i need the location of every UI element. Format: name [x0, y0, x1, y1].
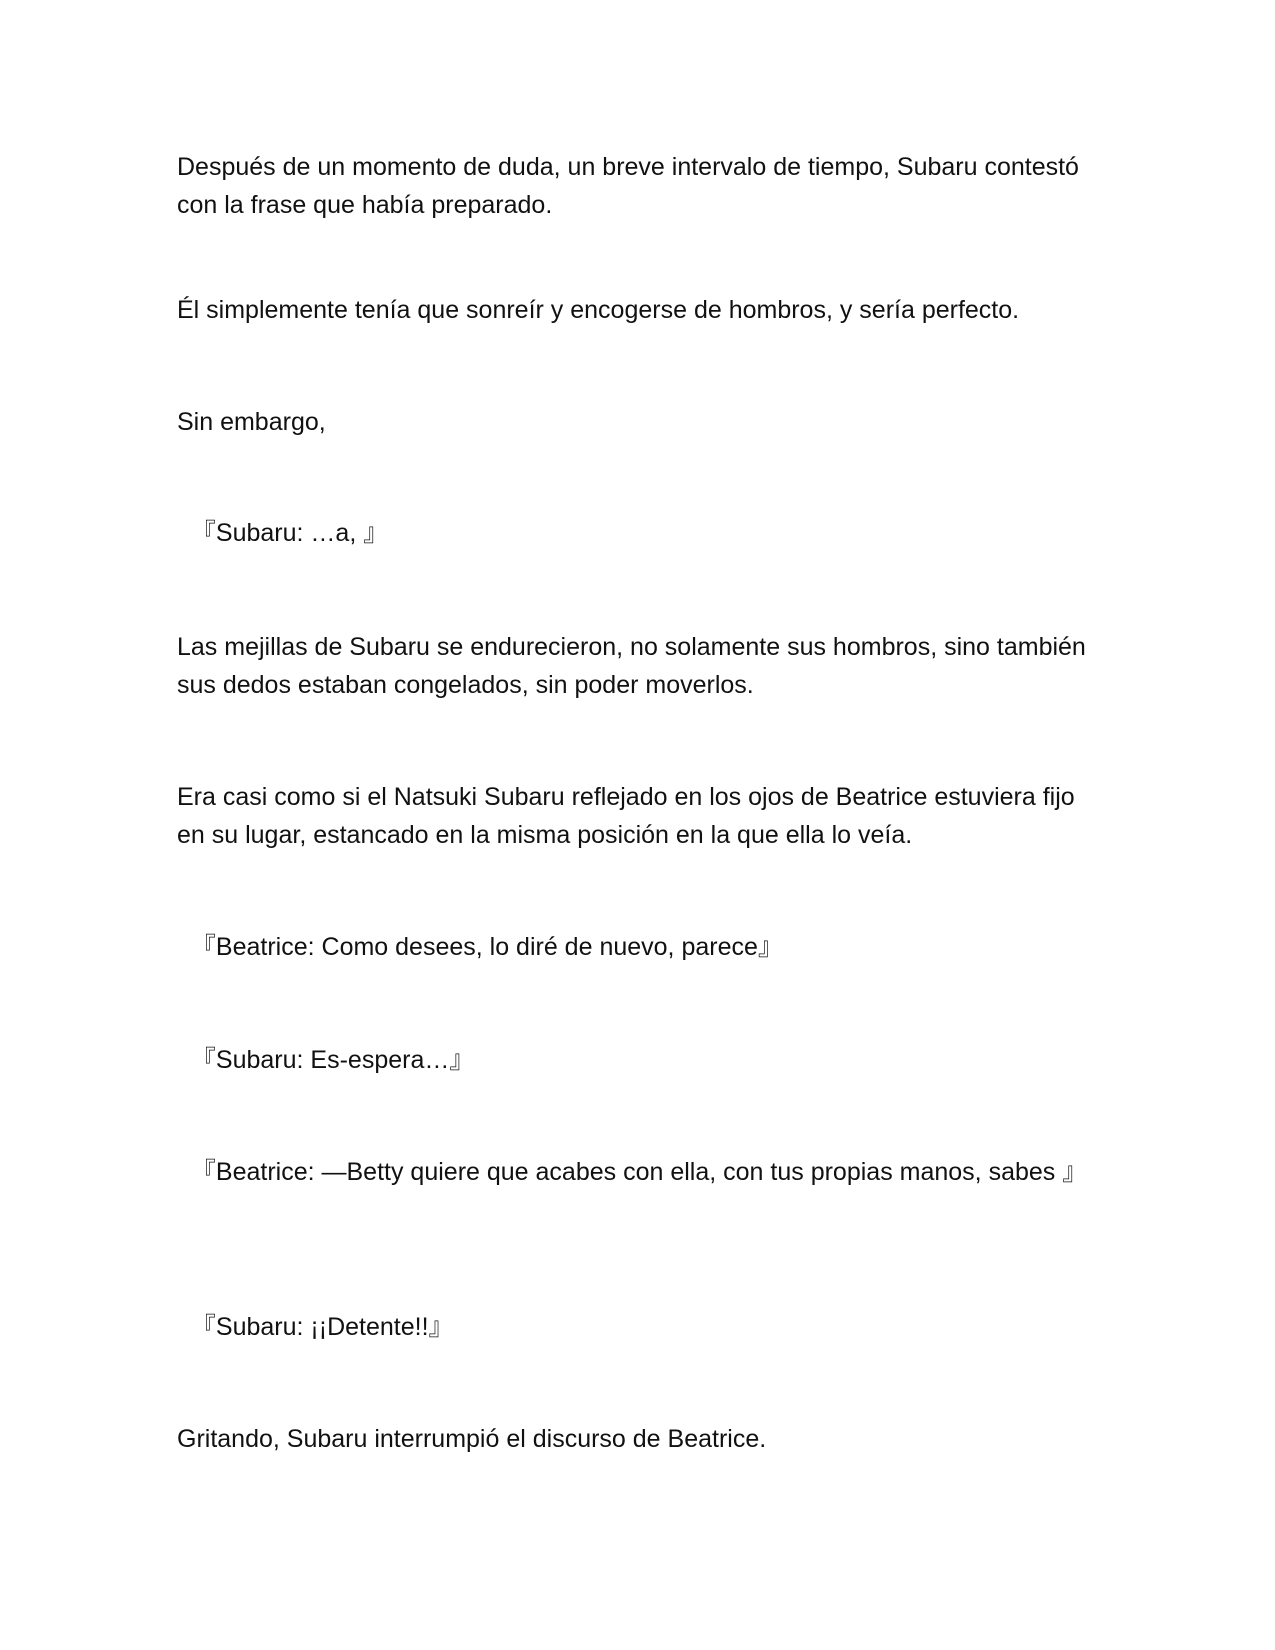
paragraph-2: Él simplemente tenía que sonreír y encogerse de hombros, y sería perfecto. [177, 296, 1020, 324]
paragraph-4: Las mejillas de Subaru se endurecieron, no solamente sus hombros, sino también sus dedos estaban congelados, sin poder moverlos. [177, 633, 1093, 699]
paragraph-5: Era casi como si el Natsuki Subaru reflejado en los ojos de Beatrice estuviera fijo en su lugar, estancado en la misma posición en la que ella lo veía. [177, 783, 1082, 849]
paragraph-1: Después de un momento de duda, un breve intervalo de tiempo, Subaru contestó con la frase que había preparado. [177, 153, 1086, 219]
paragraph-3: Sin embargo, [177, 408, 326, 436]
paragraph-6: Gritando, Subaru interrumpió el discurso de Beatrice. [177, 1425, 767, 1453]
dialogue-line-2: 『Beatrice: Como desees, lo diré de nuevo, parece』 [177, 933, 783, 961]
dialogue-line-4: 『Beatrice: —Betty quiere que acabes con ella, con tus propias manos, sabes 』 [177, 1158, 1088, 1186]
dialogue-line-3: 『Subaru: Es-espera…』 [177, 1046, 475, 1074]
dialogue-line-1: 『Subaru: …a, 』 [177, 519, 389, 547]
dialogue-line-5: 『Subaru: ¡¡Detente!!』 [177, 1313, 454, 1341]
